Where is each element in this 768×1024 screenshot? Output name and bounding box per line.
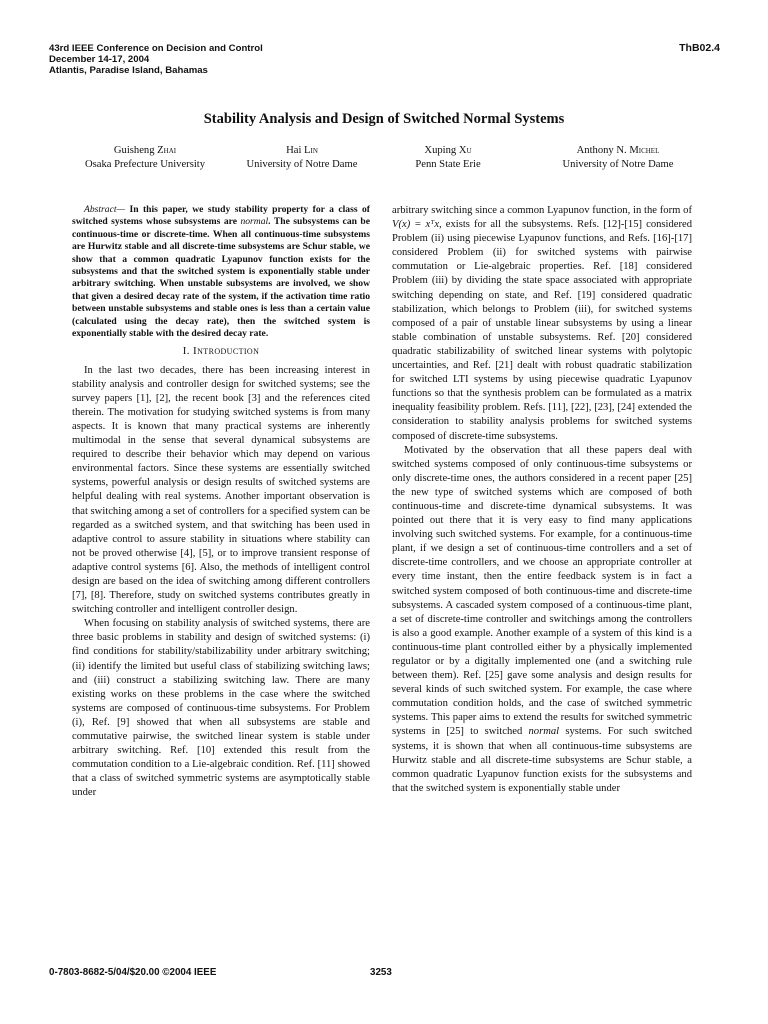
author-affiliation: University of Notre Dame <box>562 159 674 170</box>
author-block <box>392 144 504 172</box>
author-block <box>534 144 702 172</box>
copyright-line: 0-7803-8682-5/04/$20.00 ©2004 IEEE <box>49 967 217 978</box>
body-paragraph: arbitrary switching since a common Lyapunov function, in the form of V(x) = xᵀx, exists for all the subsystems. Refs. [12]-[15] considered Problem (ii) using piecewise Lyapunov functions, and Refs. [16]-[17] considered Problem (ii) for switched systems with pairwise commutation or Lie-algebraic properties. Ref. [18] considered Problem (iii) by dividing the state space associated with appropriate switching depending on state, and Ref. [19] considered quadratic stabilization, which belongs to Problem (iii), for switched systems composed of a pair of unstable linear subsystems by using a linear stable combination of unstable subsystems. Ref. [20] considered quadratic stabilizability of switched linear systems with polytopic uncertainties, and Ref. [21] dealt with robust quadratic stabilization for switched LTI systems by using piecewise quadratic Lyapunov functions so that the synthesis problem can be formulated as a matrix inequality feasibility problem. Refs. [11], [22], [23], [24] extended the consideration to stability analysis problems for switched systems composed of discrete-time subsystems. <box>392 205 693 442</box>
author-name: Guisheng Zhai <box>113 145 177 156</box>
author-name: Xuping Xu <box>424 145 472 156</box>
abstract: Abstract— In this paper, we study stability property for a class of switched systems whose subsystems are normal. The subsystems can be continuous-time or discrete-time. When all continuous-time subsystems are Hurwitz stable and all discrete-time subsystems are Schur stable, we show that a common quadratic Lyapunov function exists for the subsystems and that the switched system is exponentially stable under arbitrary switching. When unstable subsystems are involved, we show that given a desired decay rate of the system, if the activation time ratio between unstable subsystems and stable ones is less than a certain value (calculated using the decay rate), then the switched system is exponentially stable with the desired decay rate. <box>72 204 370 340</box>
author-affiliation: University of Notre Dame <box>246 159 358 170</box>
author-name: Anthony N. Michel <box>576 145 660 156</box>
lyapunov-equation: V(x) = xᵀx <box>392 219 440 231</box>
section-heading: I. Introduction <box>182 345 260 358</box>
author-block <box>216 144 388 172</box>
author-name: Hai Lin <box>286 145 318 156</box>
body-paragraph: When focusing on stability analysis of switched systems, there are three basic problems in stability and design of switched systems: (i) find conditions for stability/stabilizability under arbitrary switching; (ii) identify the limited but useful class of stabilizing switching laws; and (iii) construct a stabilizing switching law. There are many existing works on these problems in the case where the switched systems are composed of continuous-time subsystems. For Problem (i), Ref. [9] showed that when all subsystems are stable and commutative pairwise, the switched linear system is stable under arbitrary switching. Ref. [10] extended this result from the commutation condition to a Lie-algebraic condition. Ref. [11] showed that a class of switched symmetric systems are asymptotically stable under <box>72 618 370 799</box>
author-affiliation: Penn State Erie <box>415 159 481 170</box>
author-block <box>70 144 220 172</box>
body-paragraph: Motivated by the observation that all these papers deal with switched systems composed of only continuous-time subsystems or only discrete-time ones, the authors considered in a recent paper [25] the new type of switched systems which are composed of both continuous-time and discrete-time dynamical subsystems. It was pointed out there that it is very easy to find many applications involving such switched systems. For example, for a continuous-time plant, if we design a set of continuous-time controllers and a set of discrete-time controllers, and we choose an appropriate controller at every time instant, then the entire feedback system is in fact a switched system composed of both continuous-time and discrete-time subsystems. A cascaded system composed of a continuous-time plant, a set of discrete-time controller and switchings among the controllers is also a good example. Another example of a system of this kind is a continuous-time plant controlled either by a physically implemented regulator or by a digitally implemented one (and a switching rule between them). Ref. [25] gave some analysis and design results for several kinds of such switched system. For example, the case where commutation condition holds, and the case of switched symmetric systems. This paper aims to extend the results for switched symmetric systems in [25] to switched normal systems. For such switched systems, it is shown that when all continuous-time subsystems are Hurwitz stable and all discrete-time subsystems are Schur stable, a common quadratic Lyapunov function exists for the subsystems and that the switched system is exponentially stable under <box>392 444 692 794</box>
right-column <box>392 204 692 796</box>
page-number: 3253 <box>370 967 392 978</box>
conference-date: December 14-17, 2004 <box>49 54 150 65</box>
left-column <box>72 204 370 800</box>
conference-name: 43rd IEEE Conference on Decision and Control <box>49 43 263 54</box>
body-paragraph: In the last two decades, there has been increasing interest in stability analysis and controller design for switched systems; see the survey papers [1], [2], the recent book [3] and the references cited therein. The motivation for studying switched systems is from many aspects. It is known that many practical systems are inherently multimodal in the sense that several dynamical subsystems are required to describe their behavior which may depend on various environmental factors. Since these systems are essentially switched systems, powerful analysis or design results of switched systems are helpful dealing with real systems. Another important observation is that switching among a set of controllers for a specified system can be regarded as a switched system, and that switching has been used in adaptive control to assure stability in situations where stability can not be proved otherwise [4], [5], or to improve transient response of adaptive control systems [6]. Also, the methods of intelligent control design are based on the idea of switching among different controllers [7], [8]. Therefore, study on switched systems contributes greatly in switching controller and intelligent controller design. <box>72 364 370 616</box>
abstract-label: Abstract— <box>84 204 126 215</box>
paper-title: Stability Analysis and Design of Switched Normal Systems <box>203 111 565 127</box>
conference-header <box>49 43 263 76</box>
conference-location: Atlantis, Paradise Island, Bahamas <box>49 65 208 76</box>
author-affiliation: Osaka Prefecture University <box>84 159 206 170</box>
session-id: ThB02.4 <box>679 42 720 54</box>
